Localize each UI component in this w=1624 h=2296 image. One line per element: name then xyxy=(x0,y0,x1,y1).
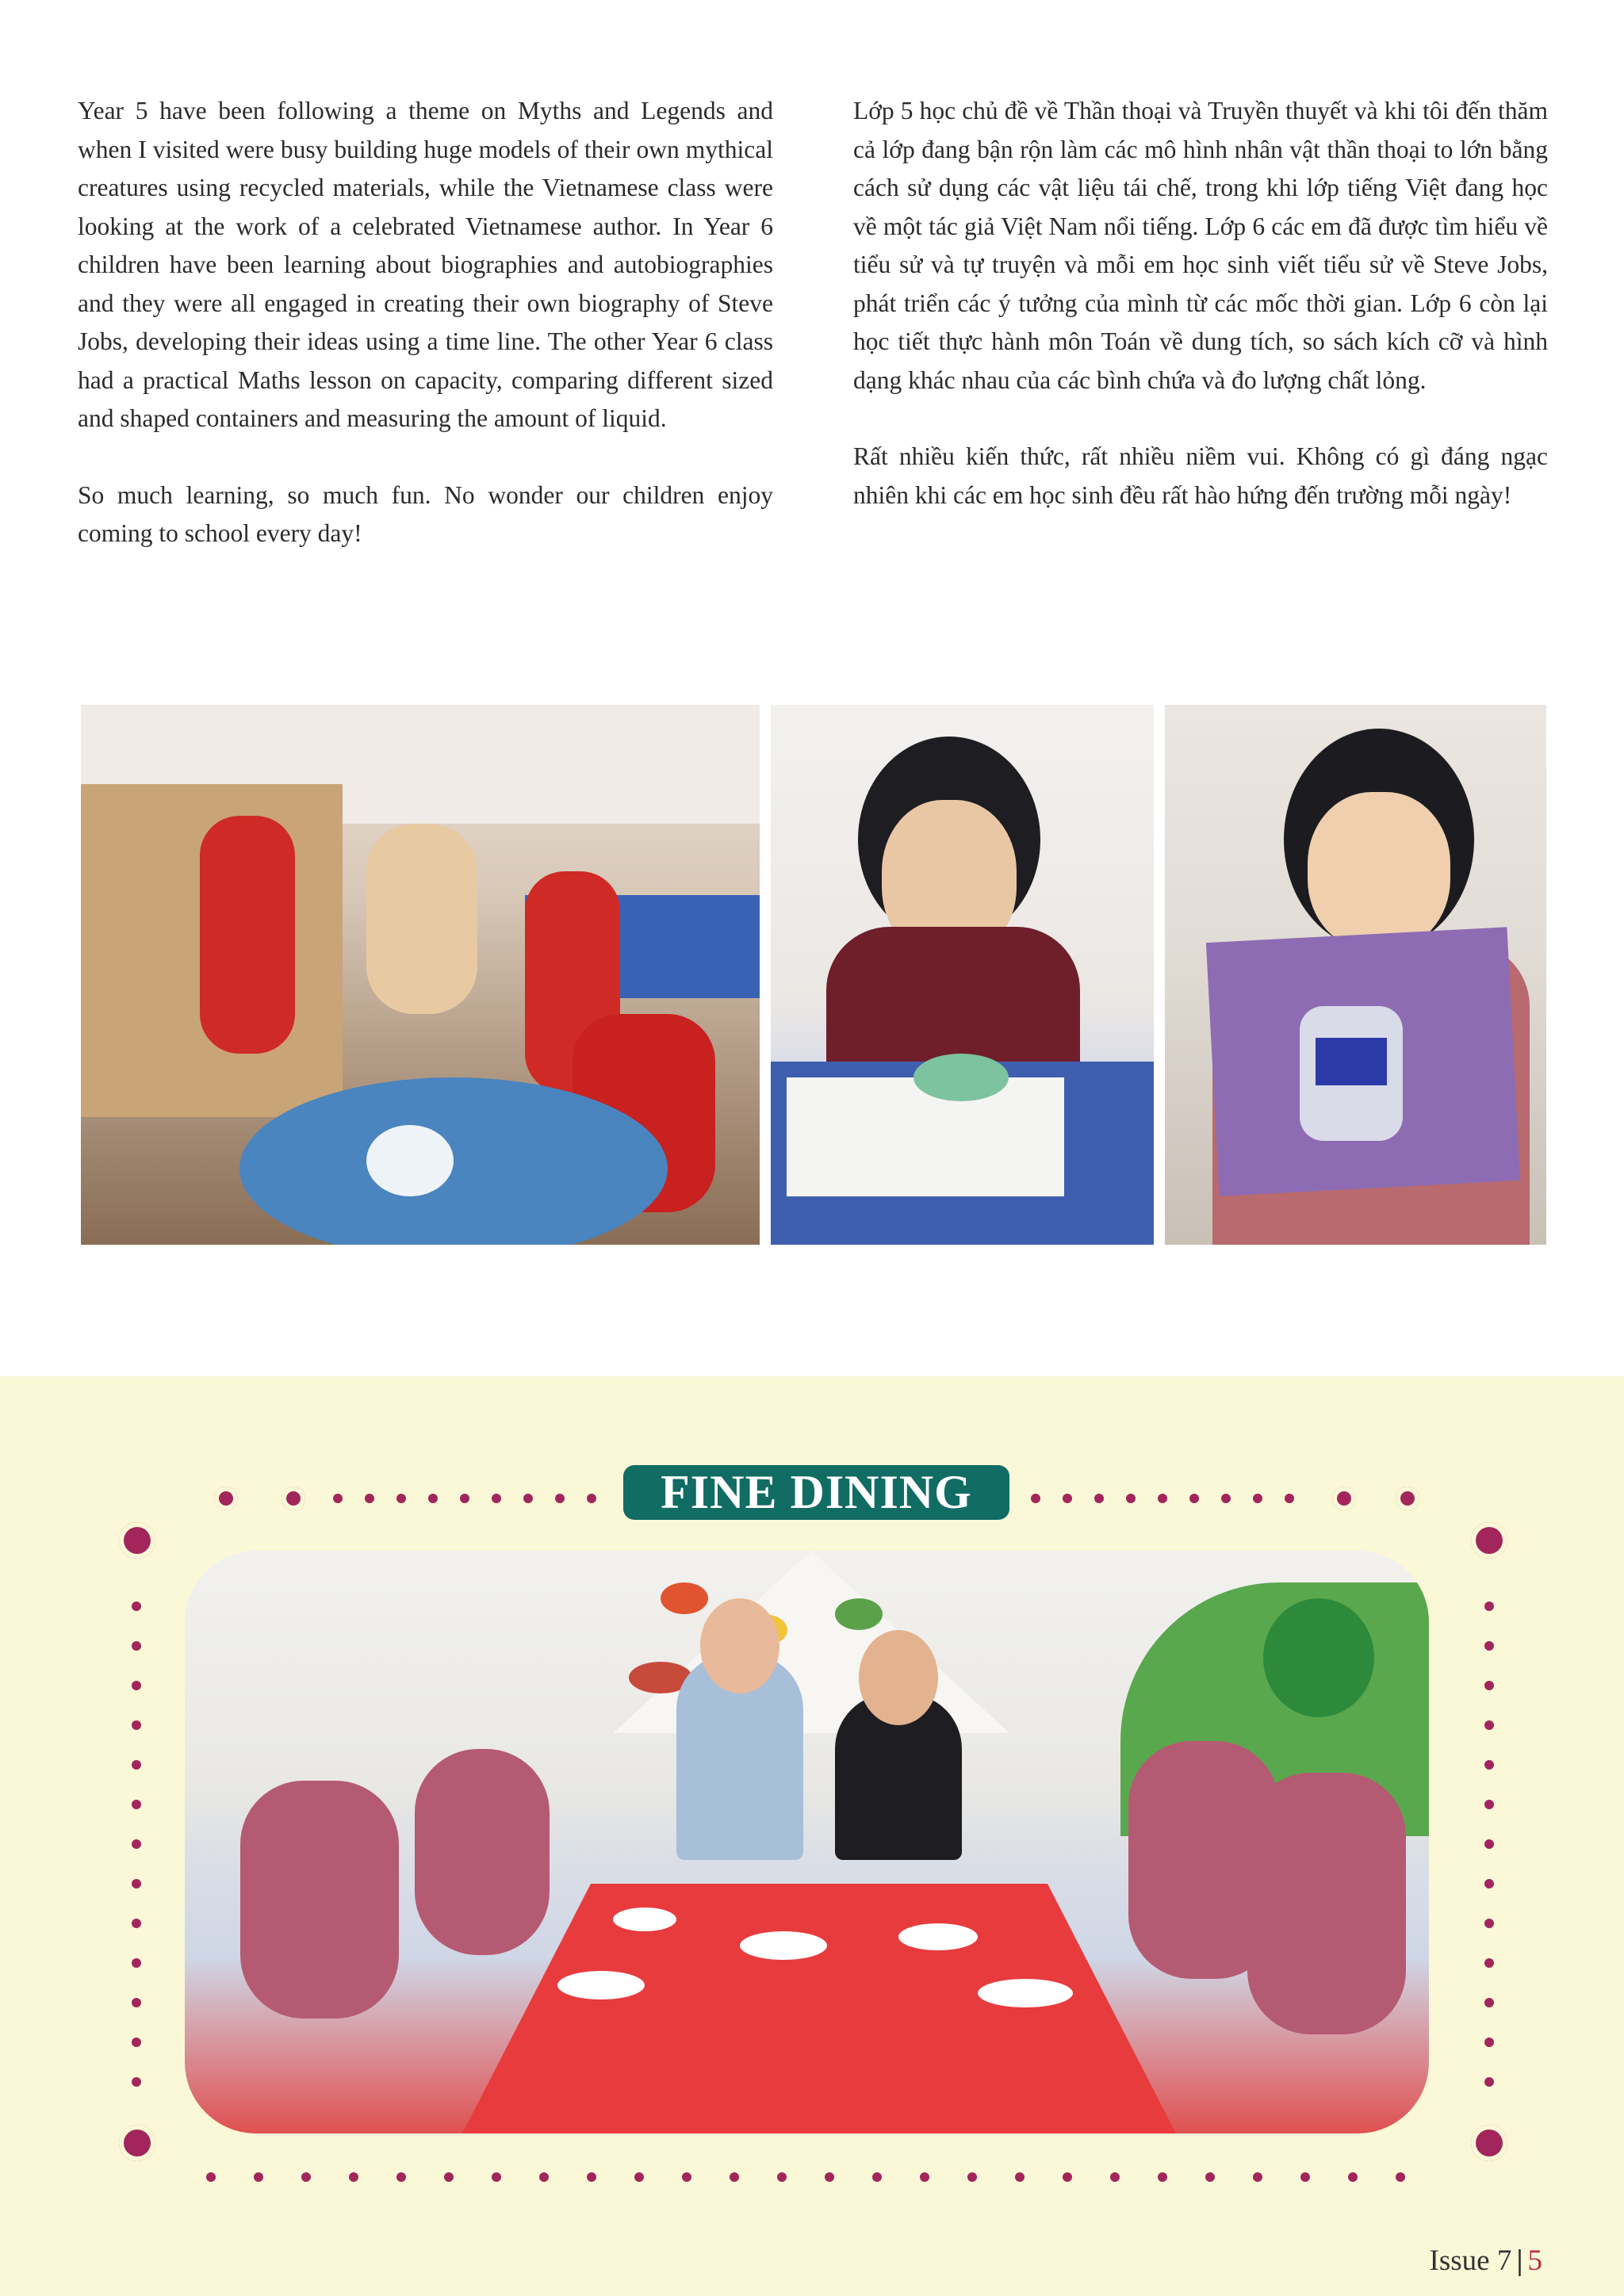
issue-label: Issue 7 xyxy=(1429,2244,1512,2277)
flower-ornament-icon xyxy=(1471,2125,1507,2161)
fine-dining-photo xyxy=(185,1551,1429,2133)
flower-ornament-icon xyxy=(1332,1487,1356,1510)
vietnamese-paragraph-1: Lớp 5 học chủ đề về Thần thoại và Truyền thuyết và khi tôi đến thăm cả lớp đang bận rộn làm các mô hình nhân vật thần thoại to lớn bằng cách sử dụng các vật liệu tái chế, trong khi lớp tiếng Việt đang học về một tác giả Việt Nam nổi tiếng. Lớp 6 các em đã được tìm hiểu về tiểu sử và tự truyện và mỗi em học sinh viết tiểu sử về Steve Jobs, phát triển các ý tưởng của mình từ các mốc thời gian. Lớp 6 còn lại học tiết thực hành môn Toán về dung tích, so sách kích cỡ và hình dạng khác nhau của các bình chứa và đo lượng chất lỏng. xyxy=(853,97,1548,394)
vietnamese-paragraph-2: Rất nhiều kiến thức, rất nhiều niềm vui. Không có gì đáng ngạc nhiên khi các em học sinh đều rất hào hứng đến trường mỗi ngày! xyxy=(853,442,1548,509)
page-footer: Issue 7 | 5 xyxy=(1429,2244,1542,2277)
flower-ornament-icon xyxy=(214,1487,238,1510)
flower-ornament-icon xyxy=(1471,1522,1507,1559)
girl-with-artwork-photo xyxy=(1165,705,1546,1245)
flower-ornament-icon xyxy=(119,2125,155,2161)
article-vietnamese-column xyxy=(853,92,1548,553)
flower-ornament-icon xyxy=(282,1487,305,1510)
section-title: FINE DINING xyxy=(623,1465,1009,1520)
boy-crafting-photo xyxy=(771,705,1154,1245)
flower-ornament-icon xyxy=(1396,1487,1419,1510)
english-paragraph-2: So much learning, so much fun. No wonder our children enjoy coming to school every day! xyxy=(78,480,773,547)
classroom-water-tub-photo xyxy=(81,705,760,1245)
page-number: 5 xyxy=(1527,2244,1542,2277)
flower-ornament-icon xyxy=(119,1522,155,1559)
article-english-column xyxy=(78,92,773,591)
english-paragraph-1: Year 5 have been following a theme on Myths and Legends and when I visited were busy building huge models of their own mythical creatures using recycled materials, while the Vietnamese class were looking at the work of a celebrated Vietnamese author. In Year 6 children have been learning about biographies and autobiographies and they were all engaged in creating their own biography of Steve Jobs, developing their ideas using a time line. The other Year 6 class had a practical Maths lesson on capacity, comparing different sized and shaped containers and measuring the amount of liquid. xyxy=(78,97,773,432)
